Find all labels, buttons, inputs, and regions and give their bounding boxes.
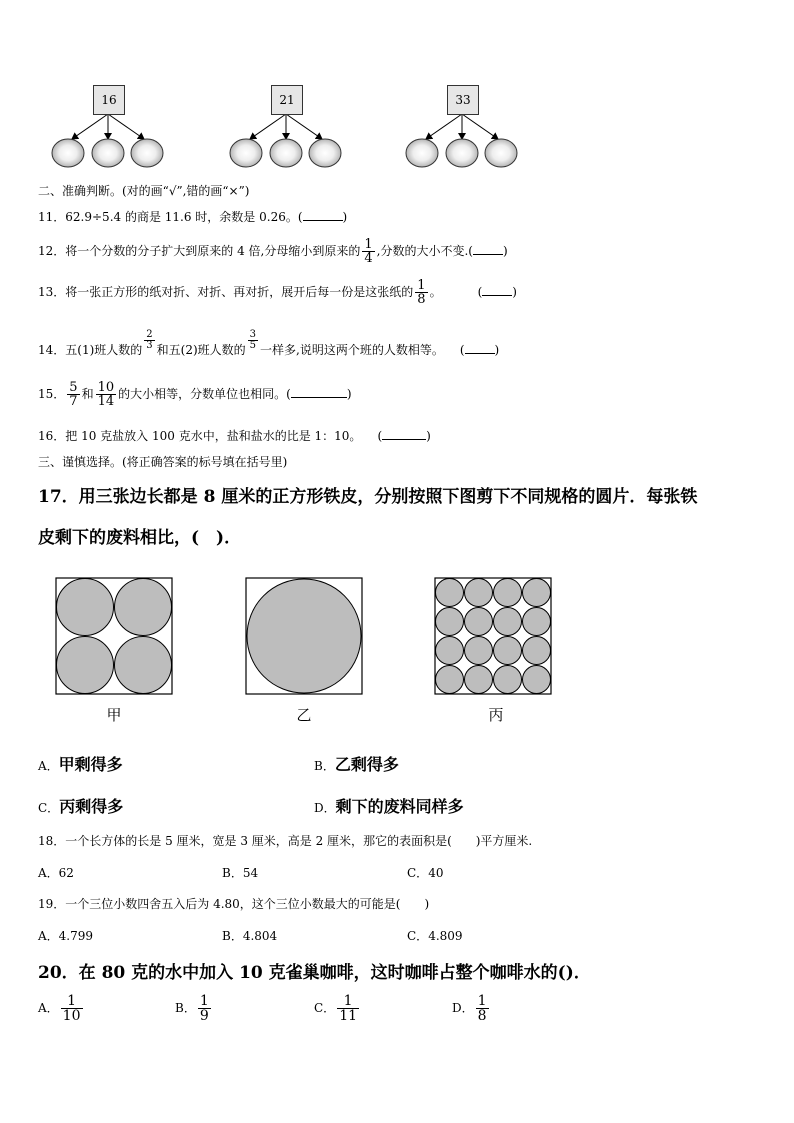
figure-label: 甲: [106, 706, 122, 724]
circle-piece: [523, 608, 551, 636]
question-13: 13．将一张正方形的纸对折、对折、再对折，展开后每一份是这张纸的 $\frac{1}{8}$ 。 ( ): [38, 278, 517, 307]
circle-piece: [523, 637, 551, 665]
option-b[interactable]: B．4.804: [222, 929, 278, 943]
circle-piece: [465, 666, 493, 694]
figure-jia: [56, 578, 172, 694]
answer-blank[interactable]: [382, 427, 426, 440]
circle-piece: [115, 637, 172, 694]
circle-piece: [523, 666, 551, 694]
option-a[interactable]: A．甲剩得多: [38, 755, 123, 774]
section-heading: 三、谨慎选择。(将正确答案的标号填在括号里): [38, 455, 288, 469]
fraction: $\frac{1}{9}$: [199, 993, 209, 1024]
option-d[interactable]: D． $\frac{1}{8}$: [452, 993, 487, 1024]
answer-blank[interactable]: [291, 385, 347, 398]
question-number: 12．: [38, 244, 66, 258]
circle-piece: [494, 608, 522, 636]
question-12: 12．将一个分数的分子扩大到原来的 4 倍,分母缩小到原来的 $\frac{1}{4}$ ,分数的大小不变.( ): [38, 237, 508, 266]
option-a[interactable]: A．62: [38, 866, 74, 880]
circle-piece: [436, 579, 464, 607]
answer-blank[interactable]: [465, 341, 495, 354]
option-c[interactable]: C． $\frac{1}{11}$: [314, 993, 358, 1024]
number-tree-2: [230, 114, 341, 167]
question-20: 20．在 80 克的水中加入 10 克雀巢咖啡，这时咖啡占整个咖啡水的()．: [38, 963, 591, 983]
circle-piece: [494, 666, 522, 694]
fraction: $\frac{5}{7}$: [69, 380, 78, 409]
figure-bing: [435, 578, 551, 694]
question-17-line-2: 皮剩下的废料相比，( )．: [38, 528, 242, 548]
question-14: 14．五(1)班人数的 $\frac{2}{3}$ 和五(2)班人数的 $\frac{3}{5}$ 一样多,说明这两个班的人数相等。 ( ): [38, 329, 500, 357]
answer-ball[interactable]: [131, 139, 163, 167]
question-text: 。: [429, 285, 442, 299]
number-tree-3: [406, 114, 517, 167]
answer-ball[interactable]: [270, 139, 302, 167]
question-number: 13．: [38, 285, 66, 299]
question-text: 一样多,说明这两个班的人数相等。: [260, 343, 444, 357]
figure-yi: [246, 578, 362, 694]
answer-ball[interactable]: [406, 139, 438, 167]
fraction: $\frac{1}{11}$: [339, 993, 358, 1024]
answer-ball[interactable]: [52, 139, 84, 167]
tree-root-number: 16: [93, 85, 125, 115]
fraction: $\frac{10}{14}$: [97, 380, 115, 409]
circle-piece: [494, 637, 522, 665]
option-c[interactable]: C．丙剩得多: [38, 797, 124, 816]
fraction: $\frac{2}{3}$: [146, 329, 153, 351]
circle-piece: [436, 666, 464, 694]
circle-piece: [465, 579, 493, 607]
question-18: 18．一个长方体的长是 5 厘米，宽是 3 厘米，高是 2 厘米，那它的表面积是( )平方厘米.: [38, 834, 533, 848]
question-text: 62.9÷5.4 的商是 11.6 时，余数是 0.26。(: [65, 210, 303, 224]
fraction: $\frac{1}{4}$: [364, 237, 373, 266]
question-text: 五(1)班人数的: [65, 343, 143, 357]
answer-ball[interactable]: [446, 139, 478, 167]
circle-piece: [57, 637, 114, 694]
section-heading: 二、准确判断。(对的画“√”,错的画“×”): [38, 184, 250, 198]
circle-piece: [436, 608, 464, 636]
option-c[interactable]: C．40: [407, 866, 444, 880]
answer-ball[interactable]: [92, 139, 124, 167]
answer-ball[interactable]: [485, 139, 517, 167]
answer-blank[interactable]: [303, 208, 343, 221]
fraction: $\frac{1}{8}$: [477, 993, 487, 1024]
question-19: 19．一个三位小数四舍五入后为 4.80，这个三位小数最大的可能是( ): [38, 897, 430, 911]
circle-piece: [494, 579, 522, 607]
circle-piece: [57, 579, 114, 636]
answer-ball[interactable]: [230, 139, 262, 167]
question-text: 的大小相等，分数单位也相同。(: [118, 387, 291, 401]
tree-root-number: 21: [271, 85, 303, 115]
figure-label: 乙: [296, 706, 312, 724]
option-a[interactable]: A． $\frac{1}{10}$: [38, 993, 81, 1024]
question-17-line-1: 17．用三张边长都是 8 厘米的正方形铁皮，分别按照下图剪下不同规格的圆片．每张铁: [38, 487, 698, 507]
circle-piece: [436, 637, 464, 665]
tree-root-number: 33: [447, 85, 479, 115]
option-d[interactable]: D．剩下的废料同样多: [314, 797, 464, 816]
question-text: 和: [81, 387, 94, 401]
circle-piece: [465, 637, 493, 665]
question-number: 15．: [38, 387, 66, 401]
circle-piece: [115, 579, 172, 636]
fraction: $\frac{1}{8}$: [417, 278, 426, 307]
option-b[interactable]: B．乙剩得多: [314, 755, 399, 774]
question-text: 把 10 克盐放入 100 克水中，盐和盐水的比是 1：10。: [65, 429, 362, 443]
question-15: 15． $\frac{5}{7}$ 和 $\frac{10}{14}$ 的大小相等，分数单位也相同。( ): [38, 380, 352, 409]
question-11: 11．62.9÷5.4 的商是 11.6 时，余数是 0.26。( ): [38, 210, 348, 224]
circle-cut-figures: [0, 570, 794, 700]
question-number: 11．: [38, 210, 66, 224]
question-number: 16．: [38, 429, 66, 443]
question-text: 将一个分数的分子扩大到原来的 4 倍,分母缩小到原来的: [65, 244, 361, 258]
question-text: 和五(2)班人数的: [156, 343, 246, 357]
number-tree-1: [52, 114, 163, 167]
question-text: 将一张正方形的纸对折、对折、再对折，展开后每一份是这张纸的: [65, 285, 414, 299]
answer-blank[interactable]: [473, 242, 503, 255]
answer-ball[interactable]: [309, 139, 341, 167]
circle-piece: [247, 579, 361, 693]
circle-piece: [523, 579, 551, 607]
option-b[interactable]: B． $\frac{1}{9}$: [175, 993, 209, 1024]
fraction: $\frac{1}{10}$: [62, 993, 81, 1024]
option-a[interactable]: A．4.799: [38, 929, 94, 943]
question-text: ,分数的大小不变.(: [376, 244, 473, 258]
option-c[interactable]: C．4.809: [407, 929, 463, 943]
answer-blank[interactable]: [482, 283, 512, 296]
fraction: $\frac{3}{5}$: [249, 329, 257, 351]
option-b[interactable]: B．54: [222, 866, 259, 880]
figure-label: 丙: [488, 706, 504, 724]
circle-piece: [465, 608, 493, 636]
question-16: 16．把 10 克盐放入 100 克水中，盐和盐水的比是 1：10。 ( ): [38, 429, 431, 443]
question-number: 14．: [38, 343, 66, 357]
